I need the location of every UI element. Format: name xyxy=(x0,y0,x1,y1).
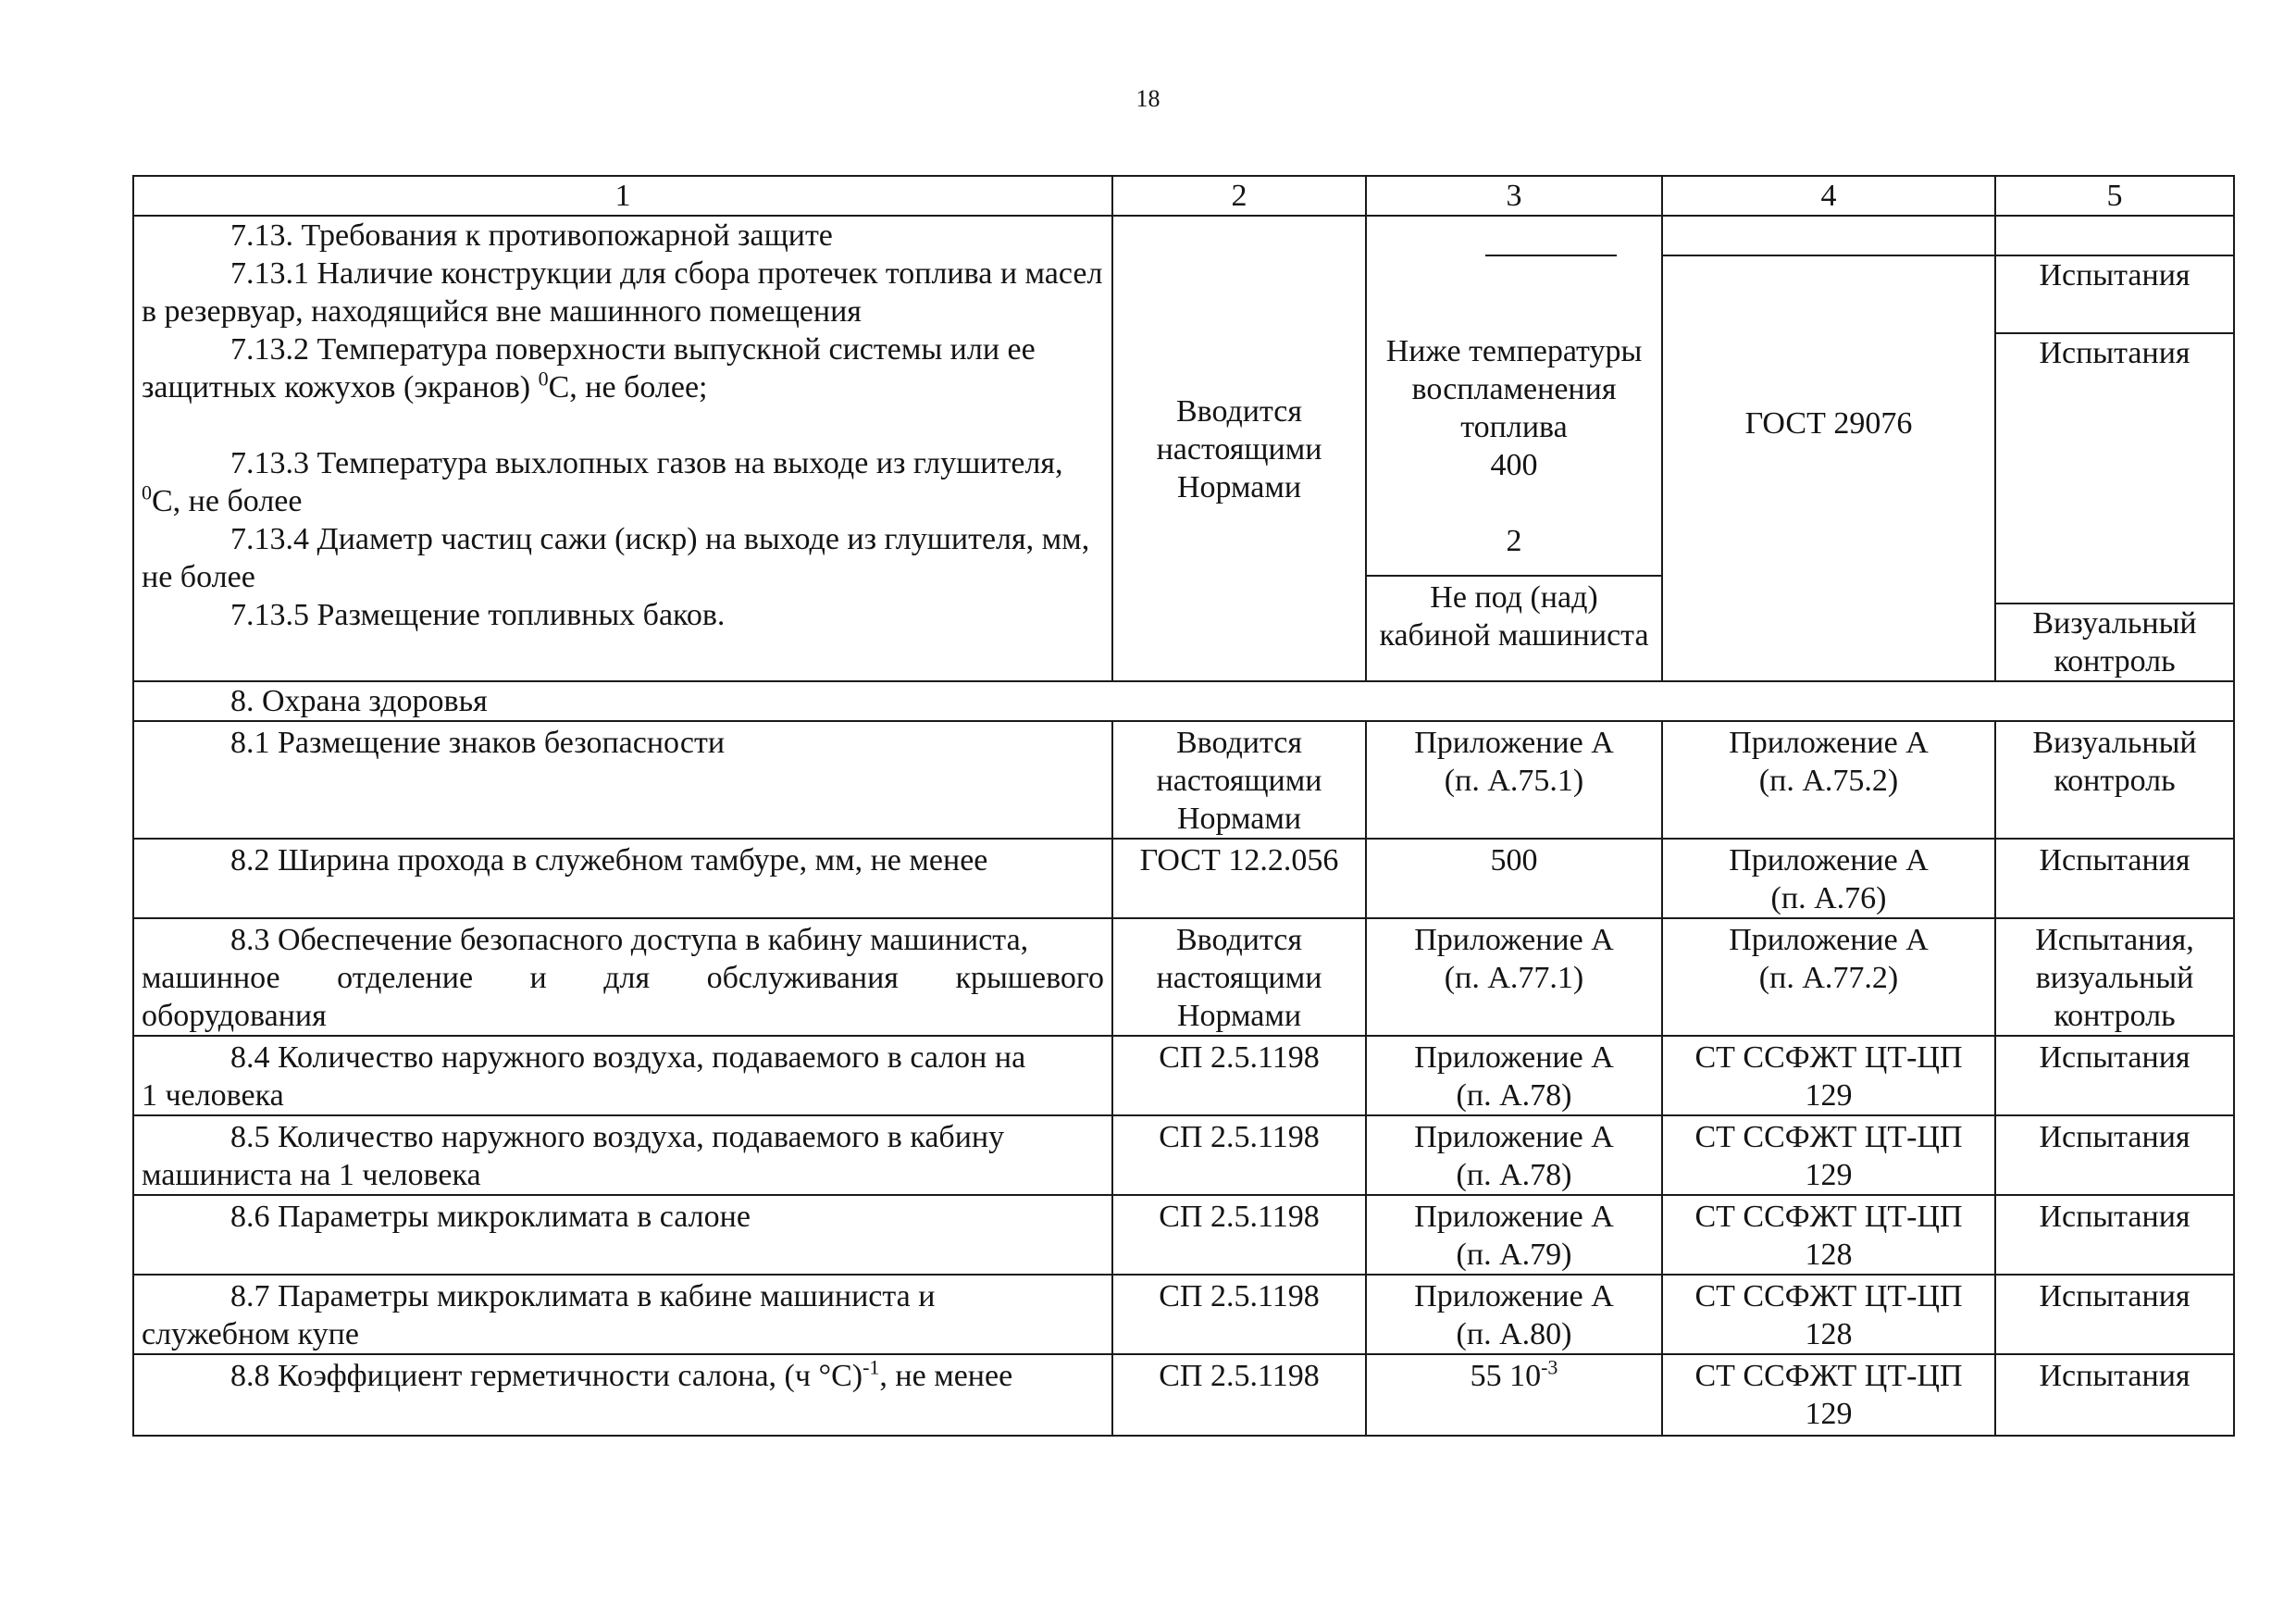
table-row: 8.1 Размещение знаков безопасности Вводится настоящими Нормами Приложение А (п. А.75.1) Приложение А (п. А.75.2) Визуальный контроль xyxy=(133,721,2234,839)
item-7-13-1: 7.13.1 Наличие конструкции для сбора протечек топлива и масел в резервуар, находящийся вне машинного помещения xyxy=(142,256,1103,329)
requirements-table xyxy=(132,175,2235,1437)
table-row: 8.2 Ширина прохода в служебном тамбуре, мм, не менее ГОСТ 12.2.056 500 Приложение А (п. А.76) Испытания xyxy=(133,839,2234,918)
header-cell-3: 3 xyxy=(1366,176,1662,216)
table-row: 8.4 Количество наружного воздуха, подаваемого в салон на 1 человека СП 2.5.1198 Приложение А (п. А.78) СТ ССФЖТ ЦТ-ЦП 129 Испытания xyxy=(133,1036,2234,1115)
table-row: 8.7 Параметры микроклимата в кабине машиниста и служебном купе СП 2.5.1198 Приложение А (п. А.80) СТ ССФЖТ ЦТ-ЦП 128 Испытания xyxy=(133,1275,2234,1354)
section-8-title-row xyxy=(133,681,2234,721)
table-row: 8.8 Коэффициент герметичности салона, (ч °С)$^{-1}$, не менее СП 2.5.1198 55 $10^{-3}$ СТ ССФЖТ ЦТ-ЦП 129 Испытания xyxy=(133,1354,2234,1436)
norm-7-13-3: 400 xyxy=(1490,448,1538,482)
norm-7-13-5: Не под (над) xyxy=(1430,580,1598,615)
item-7-13-4: 7.13.4 Диаметр частиц сажи (искр) на выходе из глушителя, мм, не более xyxy=(142,522,1090,594)
header-cell-2: 2 xyxy=(1112,176,1366,216)
table-row: 8.6 Параметры микроклимата в салоне СП 2.5.1198 Приложение А (п. А.79) СТ ССФЖТ ЦТ-ЦП 128 Испытания xyxy=(133,1195,2234,1275)
section-7-13-row xyxy=(133,216,2234,681)
header-cell-1: 1 xyxy=(133,176,1112,216)
section-7-13-norm: Ниже температуры воспламенения топлива 400 2 Не под (над) кабиной машиниста xyxy=(1366,216,1662,681)
table-header-row xyxy=(133,176,2234,216)
item-7-13-5: 7.13.5 Размещение топливных баков. xyxy=(230,598,726,632)
section-7-13-description xyxy=(133,216,1112,681)
item-7-13-2: 7.13.2 Температура поверхности выпускной системы или ее защитных кожухов (экранов) $^0$С, не более; xyxy=(142,332,1036,404)
section-7-13-method: ГОСТ 29076 xyxy=(1662,216,1995,681)
table-row: 8.5 Количество наружного воздуха, подаваемого в кабину машиниста на 1 человека СП 2.5.1198 Приложение А (п. А.78) СТ ССФЖТ ЦТ-ЦП 129 Испытания xyxy=(133,1115,2234,1195)
section-title-7-13: 7.13. Требования к противопожарной защите xyxy=(230,218,833,253)
section-7-13-source: Вводится настоящими Нормами xyxy=(1112,216,1366,681)
page-number: 18 xyxy=(1136,85,1160,112)
norm-7-13-4: 2 xyxy=(1506,524,1522,558)
section-title-8: 8. Охрана здоровья xyxy=(230,684,488,718)
header-cell-4: 4 xyxy=(1662,176,1995,216)
table-row: 8.3 Обеспечение безопасного доступа в кабину машиниста, машинное отделение и для обслуживания крышевого оборудования Вводится настоящими Нормами Приложение А (п. А.77.1) Приложение А (п. А.77.2) Испытания, визуальный контроль xyxy=(133,918,2234,1036)
item-7-13-3: 7.13.3 Температура выхлопных газов на выходе из глушителя, $^0$С, не более xyxy=(142,446,1063,518)
section-7-13-control: Испытания Испытания Визуальный контроль xyxy=(1995,216,2234,681)
header-cell-5: 5 xyxy=(1995,176,2234,216)
